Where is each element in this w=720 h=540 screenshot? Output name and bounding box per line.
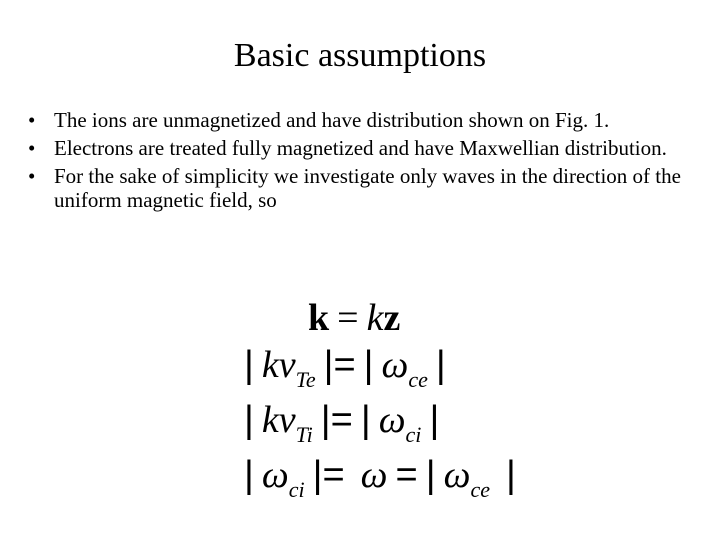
eq-abs-bar: |: [425, 454, 436, 496]
bullet-marker: •: [28, 136, 36, 160]
bullet-marker: •: [28, 164, 36, 188]
eq-omega: ω: [378, 399, 406, 441]
eq-equals: =: [395, 454, 418, 496]
eq-subscript: ci: [288, 477, 305, 502]
bullet-list: [28, 108, 698, 216]
eq-v: v: [278, 399, 296, 441]
bullet-item: [28, 136, 698, 160]
bullet-marker: •: [28, 108, 36, 132]
eq-z-unit: z: [383, 297, 401, 339]
eq-k-scalar: k: [366, 297, 384, 339]
eq-abs-bar: |: [244, 454, 254, 496]
eq-omega: ω: [261, 454, 289, 496]
eq-abs-bar: |: [429, 399, 440, 441]
eq-abs-equals: |=: [323, 344, 356, 386]
eq-abs-bar: |: [435, 344, 446, 386]
eq-omega: ω: [443, 454, 471, 496]
eq-subscript: ce: [470, 477, 490, 502]
eq-subscript: Te: [295, 367, 316, 392]
bullet-text: The ions are unmagnetized and have distribution shown on Fig. 1.: [54, 108, 610, 132]
eq-abs-bar: |: [505, 454, 516, 496]
bullet-text: For the sake of simplicity we investigate only waves in the direction of the uniform magnetic field, so: [54, 164, 681, 212]
eq-abs-bar: |: [363, 344, 374, 386]
eq-k: k: [261, 344, 279, 386]
eq-subscript: ci: [405, 422, 422, 447]
eq-abs-bar: |: [244, 399, 254, 441]
bullet-item: [28, 164, 698, 212]
eq-k: k: [261, 399, 279, 441]
eq-abs-bar: |: [360, 399, 371, 441]
equation-electron-thermal: [244, 345, 446, 400]
eq-subscript: Ti: [295, 422, 313, 447]
slide-title: Basic assumptions: [233, 37, 487, 74]
eq-v: v: [278, 344, 296, 386]
equation-frequency-range: [244, 455, 516, 510]
eq-abs-bar: |: [244, 344, 254, 386]
eq-omega-mid: ω: [360, 454, 388, 496]
equation-ion-thermal: [244, 400, 439, 455]
eq-abs-equals: |=: [320, 399, 353, 441]
eq-subscript: ce: [408, 367, 428, 392]
eq-omega: ω: [381, 344, 409, 386]
eq-equals: =: [337, 297, 359, 339]
eq-abs-equals: |=: [312, 454, 345, 496]
equation-wave-vector: [308, 298, 400, 338]
eq-k-vector: k: [308, 297, 330, 339]
bullet-text: Electrons are treated fully magnetized and have Maxwellian distribution.: [54, 136, 667, 160]
bullet-item: [28, 108, 698, 132]
